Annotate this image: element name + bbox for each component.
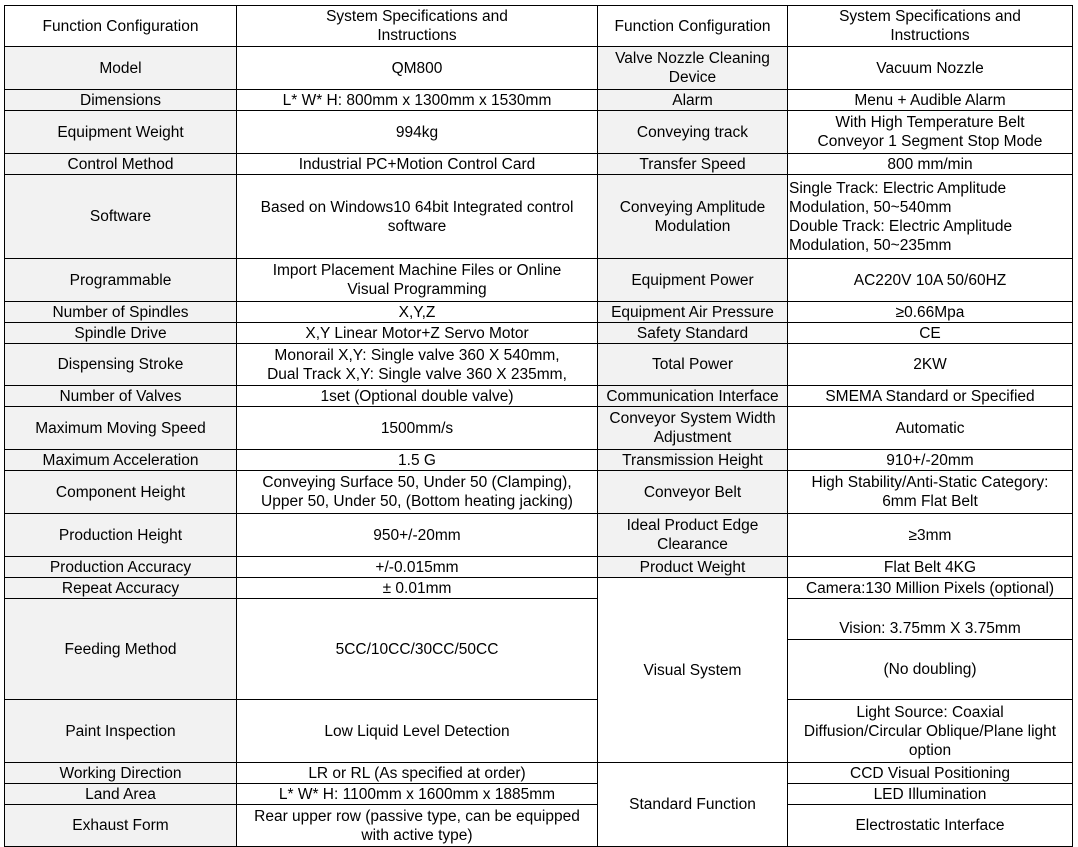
row-value: Light Source: Coaxial Diffusion/Circular Oblique/Plane light option	[788, 700, 1073, 763]
row-label: Valve Nozzle Cleaning Device	[598, 47, 788, 90]
row-label: Ideal Product Edge Clearance	[598, 514, 788, 557]
table-row	[5, 175, 1073, 259]
row-value: High Stability/Anti-Static Category: 6mm Flat Belt	[788, 471, 1073, 514]
row-value: L* W* H: 800mm x 1300mm x 1530mm	[237, 90, 598, 111]
row-value: ± 0.01mm	[237, 578, 598, 599]
row-label: Repeat Accuracy	[5, 578, 237, 599]
row-label: Software	[5, 175, 237, 259]
row-value: LED Illumination	[788, 784, 1073, 805]
row-value: 994kg	[237, 111, 598, 154]
row-value: SMEMA Standard or Specified	[788, 386, 1073, 407]
row-label: Production Height	[5, 514, 237, 557]
header-specifications: System Specifications and Instructions	[788, 6, 1073, 47]
row-label: Programmable	[5, 259, 237, 302]
table-row	[5, 344, 1073, 386]
row-value: Electrostatic Interface	[788, 805, 1073, 847]
row-value: Flat Belt 4KG	[788, 557, 1073, 578]
table-row	[5, 784, 1073, 805]
row-label: Conveying track	[598, 111, 788, 154]
table-row	[5, 323, 1073, 344]
table-row	[5, 450, 1073, 471]
row-label: Equipment Power	[598, 259, 788, 302]
row-value: 1set (Optional double valve)	[237, 386, 598, 407]
row-value: 910+/-20mm	[788, 450, 1073, 471]
row-label: Maximum Acceleration	[5, 450, 237, 471]
row-value: Vacuum Nozzle	[788, 47, 1073, 90]
table-row	[5, 805, 1073, 847]
row-value: X,Y,Z	[237, 302, 598, 323]
row-value: Rear upper row (passive type, can be equipped with active type)	[237, 805, 598, 847]
row-value: Camera:130 Million Pixels (optional)	[788, 578, 1073, 599]
row-label: Production Accuracy	[5, 557, 237, 578]
row-value: Industrial PC+Motion Control Card	[237, 154, 598, 175]
row-label: Standard Function	[598, 763, 788, 847]
header-row	[5, 6, 1073, 47]
row-label: Feeding Method	[5, 599, 237, 700]
row-label: Conveying Amplitude Modulation	[598, 175, 788, 259]
row-label: Alarm	[598, 90, 788, 111]
row-label: Component Height	[5, 471, 237, 514]
row-value: Menu + Audible Alarm	[788, 90, 1073, 111]
table-row	[5, 154, 1073, 175]
row-value: 2KW	[788, 344, 1073, 386]
table-row	[5, 302, 1073, 323]
row-value: L* W* H: 1100mm x 1600mm x 1885mm	[237, 784, 598, 805]
header-function-configuration: Function Configuration	[5, 6, 237, 47]
table-row	[5, 700, 1073, 763]
row-value: 1500mm/s	[237, 407, 598, 450]
row-label: Safety Standard	[598, 323, 788, 344]
row-label: Conveyor Belt	[598, 471, 788, 514]
row-label: Equipment Weight	[5, 111, 237, 154]
row-value: Low Liquid Level Detection	[237, 700, 598, 763]
row-value: CE	[788, 323, 1073, 344]
row-label: Model	[5, 47, 237, 90]
table-row	[5, 557, 1073, 578]
row-label: Equipment Air Pressure	[598, 302, 788, 323]
row-value: 800 mm/min	[788, 154, 1073, 175]
row-value: 950+/-20mm	[237, 514, 598, 557]
row-label: Transmission Height	[598, 450, 788, 471]
row-label: Dimensions	[5, 90, 237, 111]
row-label: Conveyor System Width Adjustment	[598, 407, 788, 450]
row-label: Exhaust Form	[5, 805, 237, 847]
row-value: CCD Visual Positioning	[788, 763, 1073, 784]
row-value: Conveying Surface 50, Under 50 (Clamping), Upper 50, Under 50, (Bottom heating jacking)	[237, 471, 598, 514]
table-row	[5, 407, 1073, 450]
table-row	[5, 386, 1073, 407]
row-value: Based on Windows10 64bit Integrated control software	[237, 175, 598, 259]
row-label: Number of Spindles	[5, 302, 237, 323]
row-value: Monorail X,Y: Single valve 360 X 540mm, Dual Track X,Y: Single valve 360 X 235mm,	[237, 344, 598, 386]
table-row	[5, 47, 1073, 90]
header-function-configuration: Function Configuration	[598, 6, 788, 47]
row-label: Product Weight	[598, 557, 788, 578]
spec-table	[4, 5, 1073, 847]
row-value: X,Y Linear Motor+Z Servo Motor	[237, 323, 598, 344]
table-row	[5, 578, 1073, 599]
row-value: QM800	[237, 47, 598, 90]
table-row	[5, 111, 1073, 154]
row-label: Dispensing Stroke	[5, 344, 237, 386]
table-row	[5, 763, 1073, 784]
row-value: ≥3mm	[788, 514, 1073, 557]
row-label: Spindle Drive	[5, 323, 237, 344]
row-label: Paint Inspection	[5, 700, 237, 763]
row-label: Maximum Moving Speed	[5, 407, 237, 450]
row-value: (No doubling)	[883, 661, 977, 678]
row-value: Automatic	[788, 407, 1073, 450]
row-value: ≥0.66Mpa	[788, 302, 1073, 323]
row-value: Vision: 3.75mm X 3.75mm	[788, 618, 1072, 640]
row-label: Control Method	[5, 154, 237, 175]
row-label: Total Power	[598, 344, 788, 386]
table-row	[5, 259, 1073, 302]
row-value-split	[788, 599, 1073, 700]
row-label: Land Area	[5, 784, 237, 805]
table-row	[5, 599, 1073, 700]
row-value: 5CC/10CC/30CC/50CC	[237, 599, 598, 700]
table-row	[5, 90, 1073, 111]
row-label: Number of Valves	[5, 386, 237, 407]
row-label: Working Direction	[5, 763, 237, 784]
row-value: 1.5 G	[237, 450, 598, 471]
row-value: LR or RL (As specified at order)	[237, 763, 598, 784]
table-row	[5, 514, 1073, 557]
row-value: Import Placement Machine Files or Online Visual Programming	[237, 259, 598, 302]
row-value: AC220V 10A 50/60HZ	[788, 259, 1073, 302]
row-value: +/-0.015mm	[237, 557, 598, 578]
header-specifications: System Specifications and Instructions	[237, 6, 598, 47]
row-value: Single Track: Electric Amplitude Modulation, 50~540mm Double Track: Electric Amplitude Modulation, 50~235mm	[788, 175, 1073, 259]
row-value: With High Temperature Belt Conveyor 1 Segment Stop Mode	[788, 111, 1073, 154]
row-label: Transfer Speed	[598, 154, 788, 175]
row-label: Visual System	[598, 578, 788, 763]
row-label: Communication Interface	[598, 386, 788, 407]
table-row	[5, 471, 1073, 514]
